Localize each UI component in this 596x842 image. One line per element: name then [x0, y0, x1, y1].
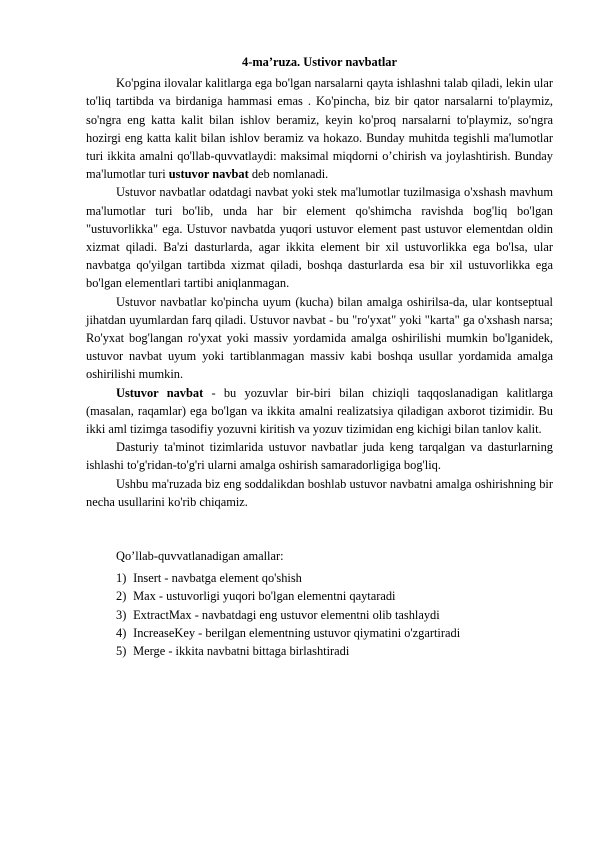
paragraph-implementation: Ustuvor navbatlar ko'pincha uyum (kucha) bilan amalga oshirilsa-da, ular kontseptual jihatdan uyumlardan farq qiladi. Ustuvor navbat - bu "ro'yxat" yoki "karta" ga o'xshash narsa; Ro'yxat bog'langan ro'yxat yoki massiv yordamida amalga oshirilishi mumkin bo'lganidek, ustuvor navbat uyum yoki tartiblanmagan massiv kabi boshqa usullar yordamida amalga oshirilishi mumkin.	[86, 294, 553, 382]
paragraph-intro	[86, 74, 553, 183]
list-item	[116, 606, 553, 624]
term-priority-queue-2: Ustuvor navbat	[116, 385, 204, 400]
list-item-number: 1)	[116, 571, 127, 586]
term-priority-queue: ustuvor navbat	[168, 167, 249, 182]
list-item-number: 5)	[116, 644, 127, 659]
operations-heading: Qo’llab-quvvatlanadigan amallar:	[116, 549, 284, 564]
list-item-number: 4)	[116, 625, 127, 640]
list-item-text: Max - ustuvorligi yuqori bo'lgan elementni qaytaradi	[133, 589, 396, 604]
paragraph-information-system	[86, 384, 553, 439]
paragraph-software-systems: Dasturiy ta'minot tizimlarida ustuvor navbatlar juda keng tarqalgan va dasturlarning ishlashi to'g'ridan-to'g'ri ularni amalga oshirish samaradorligiga bog'liq.	[86, 440, 553, 473]
list-item	[116, 587, 553, 605]
list-item	[116, 624, 553, 642]
list-item	[116, 569, 553, 587]
paragraph-information-system-text: - bu yozuvlar bir-biri bilan chiziqli taqqoslanadigan kalitlarga (masalan, raqamlar) ega bo'lgan va ikkita amalni realizatsiya qiladigan axborot tizimidir. Bu ikki aml tizimga tasodifiy yozuvni kiritish va yozuv tizimidan eng kichigi bilan tanlov kalit.	[86, 385, 554, 437]
list-item-text: Insert - navbatga element qo'shish	[133, 571, 302, 586]
operations-list	[86, 569, 553, 660]
document-page	[86, 53, 553, 660]
paragraph-intro-tail: deb nomlanadi.	[248, 167, 329, 182]
paragraph-definition: Ustuvor navbatlar odatdagi navbat yoki stek ma'lumotlar tuzilmasiga o'xshash mavhum ma'lumotlar turi bo'lib, unda har bir element qo'shimcha ravishda bog'liq bo'lgan "ustuvorlikka" ega. Ustuvor navbatda yuqori ustuvor element past ustuvor elementdan oldin xizmat qiladi. Ba'zi dasturlarda, agar ikkita element bir xil ustuvorlikka ega bo'lsa, ular navbatga qo'yilgan tartibda xizmat qiladi, boshqa dasturlarda esa bir xil ustuvorlikka ega bo'lgan elementlari tartibi aniqlanmagan.	[86, 185, 553, 291]
list-item-number: 2)	[116, 589, 127, 604]
paragraph-lecture-plan: Ushbu ma'ruzada biz eng soddalikdan boshlab ustuvor navbatni amalga oshirishning bir necha usullarini ko'rib chiqamiz.	[86, 476, 553, 509]
list-item-text: Merge - ikkita navbatni bittaga birlashtiradi	[133, 644, 350, 659]
paragraph-intro-text: Ko'pgina ilovalar kalitlarga ega bo'lgan narsalarni qayta ishlashni talab qiladi, lekin ular to'liq tartibda va birdaniga hammasi emas . Ko'pincha, biz bir qator narsalarni to'playmiz, so'ngra eng katta kalit bilan ishlov beramiz, keyin ko'proq narsalarni to'playmiz, so'ngra hozirgi eng katta kalit bilan ishlov beramiz va hokazo. Bunday muhitda tegishli ma'lumotlar turi ikkita amalni qo'llab-quvvatlaydi: maksimal miqdorni o’chirish va joylashtirish. Bunday ma'lumotlar turi	[86, 76, 553, 182]
list-item-text: IncreaseKey - berilgan elementning ustuvor qiymatini o'zgartiradi	[133, 625, 461, 640]
list-item-text: ExtractMax - navbatdagi eng ustuvor elementni olib tashlaydi	[133, 607, 440, 622]
lecture-title: 4-ma’ruza. Ustivor navbatlar	[242, 55, 397, 69]
section-spacer	[86, 511, 553, 547]
list-item	[116, 642, 553, 660]
list-item-number: 3)	[116, 607, 127, 622]
